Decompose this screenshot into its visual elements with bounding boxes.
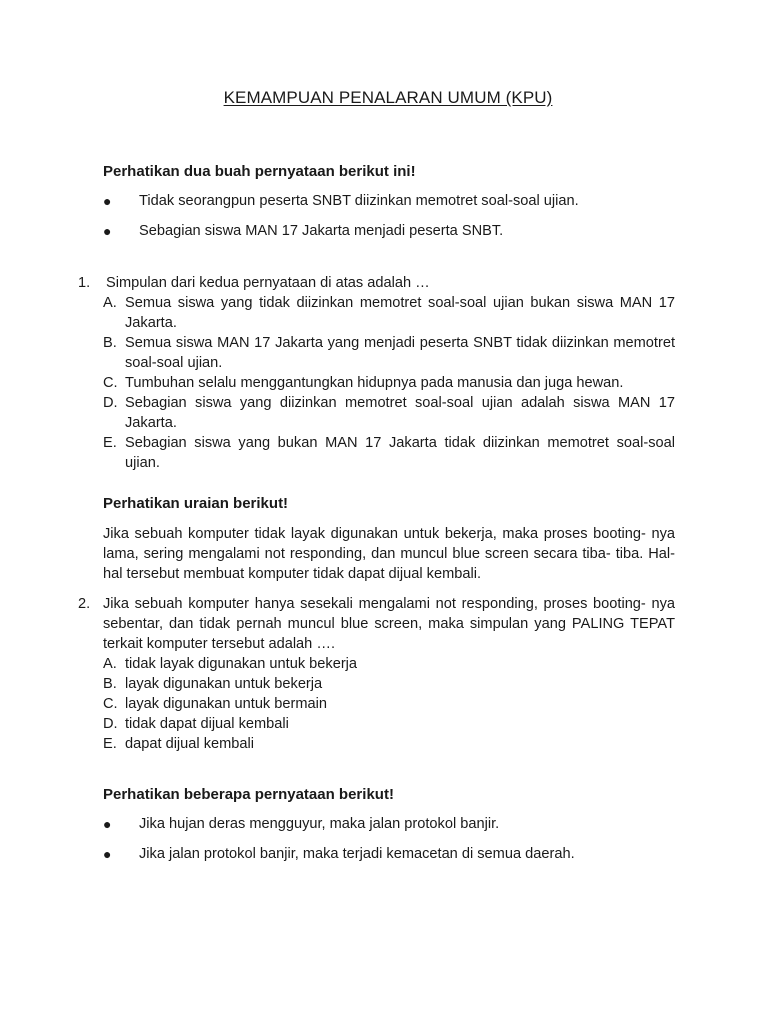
option-a xyxy=(78,293,675,333)
question-text: Jika sebuah komputer hanya sesekali mengalami not responding, proses booting- nya sebentar, dan tidak pernah muncul blue screen, maka simpulan yang PALING TEPAT terkait komputer tersebut adalah …. xyxy=(103,596,675,652)
bullet-text: Tidak seorangpun peserta SNBT diizinkan memotret soal-soal ujian. xyxy=(139,193,579,209)
question-1-options xyxy=(78,293,675,473)
bullet-icon: ● xyxy=(103,193,112,209)
option-d xyxy=(78,714,675,734)
option-letter: C. xyxy=(103,375,118,391)
option-letter: A. xyxy=(103,656,117,672)
option-text: Sebagian siswa yang bukan MAN 17 Jakarta tidak diizinkan memotret soal-soal ujian. xyxy=(125,435,675,471)
option-text: layak digunakan untuk bermain xyxy=(125,696,328,712)
section2-paragraph: Jika sebuah komputer tidak layak digunakan untuk bekerja, maka proses booting- nya lama, sering mengalami not responding, dan muncul blue screen secara tiba- tiba. Hal-hal tersebut membuat komputer tidak dapat dijual kembali. xyxy=(103,526,675,582)
option-b xyxy=(78,674,675,694)
option-letter: B. xyxy=(103,676,117,692)
option-text: Tumbuhan selalu menggantungkan hidupnya pada manusia dan juga hewan. xyxy=(125,375,624,391)
question-1 xyxy=(78,273,675,473)
bullet-text: Jika hujan deras mengguyur, maka jalan protokol banjir. xyxy=(139,816,500,832)
option-letter: E. xyxy=(103,435,117,451)
option-text: tidak layak digunakan untuk bekerja xyxy=(125,656,358,672)
question-number: 1. xyxy=(78,275,91,291)
option-text: Semua siswa MAN 17 Jakarta yang menjadi peserta SNBT tidak diizinkan memotret soal-soal ujian. xyxy=(125,335,675,371)
question-number: 2. xyxy=(78,596,91,612)
option-b xyxy=(78,333,675,373)
question-2 xyxy=(78,594,675,754)
bullet-icon: ● xyxy=(103,816,112,832)
option-d xyxy=(78,393,675,433)
bullet-icon: ● xyxy=(103,846,112,862)
option-c xyxy=(78,694,675,714)
section1-bullet-1 xyxy=(103,193,678,213)
option-letter: D. xyxy=(103,395,118,411)
option-letter: C. xyxy=(103,696,118,712)
option-text: Sebagian siswa yang diizinkan memotret soal-soal ujian adalah siswa MAN 17 Jakarta. xyxy=(125,395,675,431)
page-title: KEMAMPUAN PENALARAN UMUM (KPU) xyxy=(223,88,553,107)
bullet-text: Jika jalan protokol banjir, maka terjadi kemacetan di semua daerah. xyxy=(139,846,575,862)
option-c xyxy=(78,373,675,393)
option-a xyxy=(78,654,675,674)
section1-heading: Perhatikan dua buah pernyataan berikut ini! xyxy=(103,163,416,180)
option-text: layak digunakan untuk bekerja xyxy=(125,676,323,692)
option-letter: A. xyxy=(103,295,117,311)
section3-bullet-1 xyxy=(103,816,678,836)
section3-heading: Perhatikan beberapa pernyataan berikut! xyxy=(103,786,394,803)
option-letter: B. xyxy=(103,335,117,351)
section3-bullet-2 xyxy=(103,846,678,866)
option-e xyxy=(78,433,675,473)
section2-heading: Perhatikan uraian berikut! xyxy=(103,495,289,512)
option-text: Semua siswa yang tidak diizinkan memotret soal-soal ujian bukan siswa MAN 17 Jakarta. xyxy=(125,295,675,331)
bullet-icon: ● xyxy=(103,223,112,239)
option-e xyxy=(78,734,675,754)
bullet-text: Sebagian siswa MAN 17 Jakarta menjadi peserta SNBT. xyxy=(139,223,504,239)
option-letter: D. xyxy=(103,716,118,732)
option-text: dapat dijual kembali xyxy=(125,736,254,752)
question-2-options xyxy=(78,654,675,754)
option-text: tidak dapat dijual kembali xyxy=(125,716,289,732)
section1-bullet-2 xyxy=(103,223,678,243)
question-text: Simpulan dari kedua pernyataan di atas adalah … xyxy=(106,275,430,291)
option-letter: E. xyxy=(103,736,117,752)
